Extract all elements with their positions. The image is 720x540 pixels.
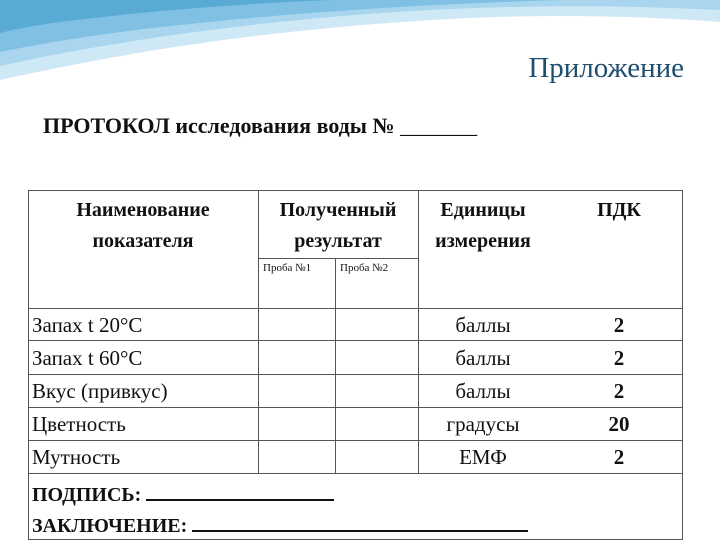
subheader-sample-1: Проба №1	[263, 262, 312, 274]
row-units: баллы	[455, 346, 511, 370]
conclusion-label: ЗАКЛЮЧЕНИЕ:	[32, 515, 188, 537]
row-name: Запах t 60°С	[32, 346, 143, 370]
row-units: баллы	[455, 379, 511, 403]
subheader-sample-2: Проба №2	[340, 262, 389, 274]
signature-line	[32, 481, 334, 507]
row-pdk: 2	[613, 379, 625, 403]
protocol-number-blank: _______	[400, 113, 478, 138]
row-pdk: 2	[613, 445, 625, 469]
row-name: Мутность	[32, 445, 121, 469]
column-header-result: Полученный результат	[279, 199, 397, 252]
signature-blank	[146, 481, 334, 501]
conclusion-line	[32, 512, 528, 538]
row-name: Запах t 20°С	[32, 313, 143, 337]
protocol-title-text: ПРОТОКОЛ исследования воды №	[43, 113, 395, 138]
column-header-name: Наименование показателя	[76, 199, 210, 252]
row-units: ЕМФ	[459, 445, 507, 469]
row-name: Цветность	[32, 412, 126, 436]
column-header-pdk: ПДК	[597, 199, 641, 221]
row-name: Вкус (привкус)	[32, 379, 168, 403]
conclusion-blank	[192, 512, 528, 532]
row-pdk: 20	[608, 412, 630, 436]
column-header-units: Единицы измерения	[435, 199, 531, 252]
row-pdk: 2	[613, 313, 625, 337]
row-units: градусы	[446, 412, 520, 436]
row-pdk: 2	[613, 346, 625, 370]
appendix-label: Приложение	[528, 52, 684, 84]
row-units: баллы	[455, 313, 511, 337]
signature-label: ПОДПИСЬ:	[32, 484, 142, 506]
protocol-title	[43, 113, 477, 139]
